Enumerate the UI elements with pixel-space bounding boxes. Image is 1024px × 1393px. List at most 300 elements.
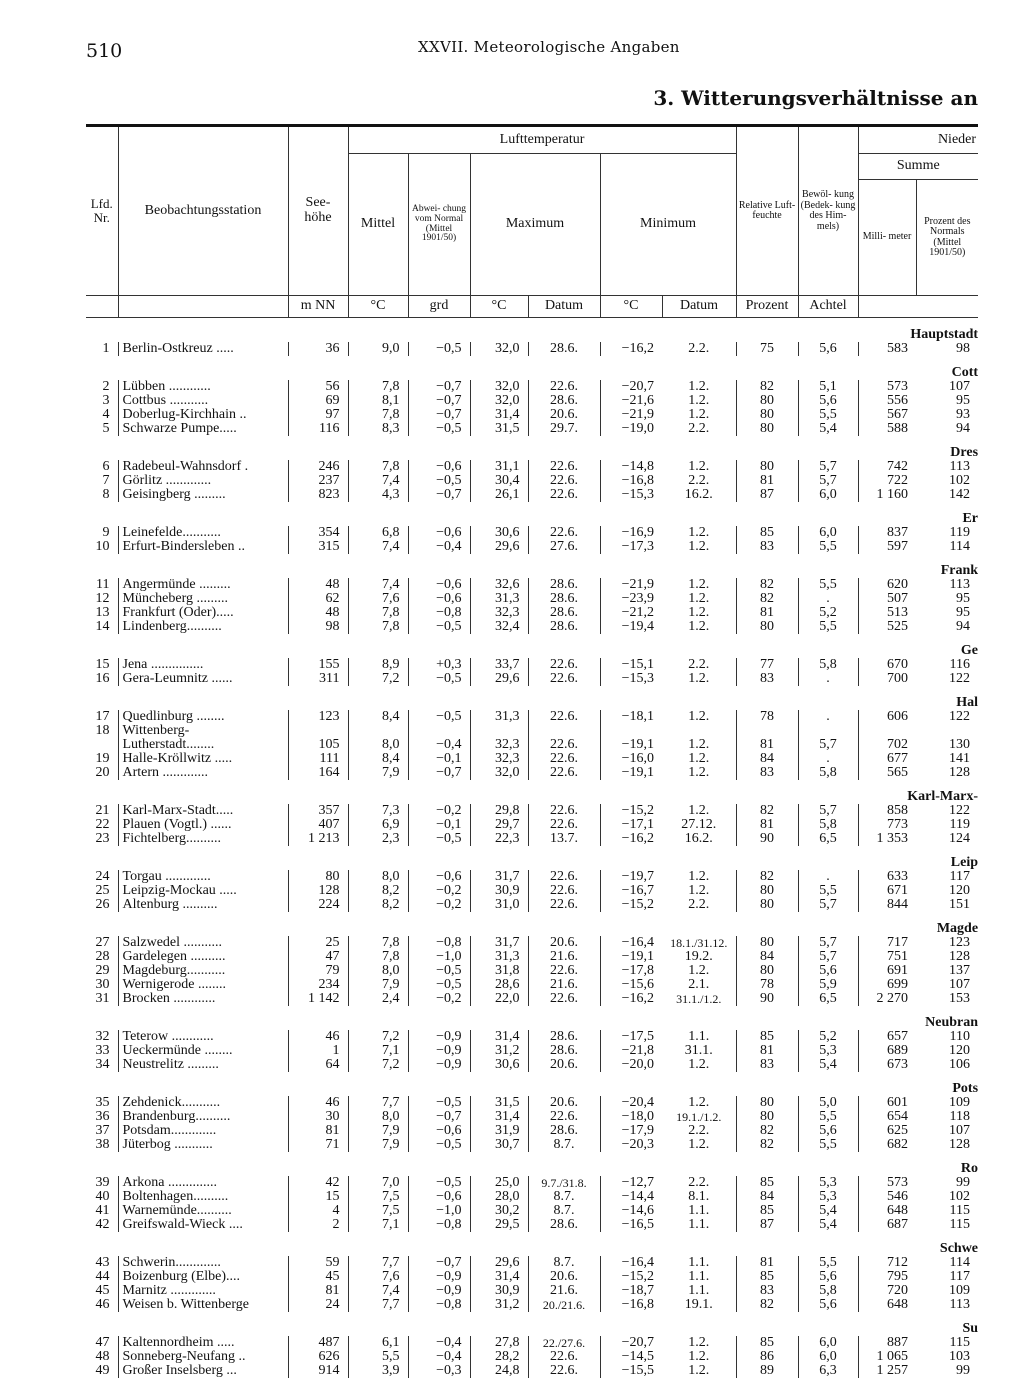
cell-max-datum: 22.6. bbox=[528, 1350, 600, 1364]
cell-niederschlag-prozent: 122 bbox=[949, 671, 971, 686]
cell-bewoelkung: 5,6 bbox=[798, 1298, 858, 1312]
cell-bewoelkung: . bbox=[798, 870, 858, 884]
table-row bbox=[86, 1096, 978, 1110]
cell-niederschlag-mm: 722 bbox=[858, 474, 916, 488]
unit-mittel: °C bbox=[348, 296, 408, 318]
cell-lfd-nr: 35 bbox=[95, 1095, 110, 1110]
cell-mittel: 8,1 bbox=[348, 394, 408, 408]
cell-min-temp: −15,3 bbox=[600, 488, 662, 502]
cell-max-datum: 22.6. bbox=[528, 672, 600, 686]
cell-max-datum: 28.6. bbox=[528, 1030, 600, 1044]
table-row bbox=[86, 380, 978, 394]
cell-abweichung: −0,8 bbox=[408, 936, 470, 950]
cell-niederschlag-prozent: 119 bbox=[949, 817, 971, 832]
cell-min-datum: 1.2. bbox=[688, 1137, 710, 1152]
cell-max-datum: 22.6. bbox=[528, 658, 600, 672]
cell-min-temp: −16,9 bbox=[600, 526, 662, 540]
cell-seehoehe: 45 bbox=[288, 1270, 348, 1284]
cell-bewoelkung: 5,5 bbox=[798, 1110, 858, 1124]
cell-max-datum: 29.7. bbox=[528, 422, 600, 436]
cell-bewoelkung: 5,5 bbox=[798, 578, 858, 592]
cell-min-datum: 1.2. bbox=[688, 1095, 710, 1110]
cell-min-temp: −16,5 bbox=[600, 1218, 662, 1232]
table-row bbox=[86, 474, 978, 488]
cell-min-datum: 1.2. bbox=[688, 525, 710, 540]
cell-seehoehe: 111 bbox=[288, 752, 348, 766]
cell-seehoehe: 234 bbox=[288, 978, 348, 992]
cell-lfd-nr: 39 bbox=[95, 1175, 110, 1190]
cell-station: Brandenburg.......... bbox=[118, 1110, 288, 1124]
cell-max-datum: 22.6. bbox=[528, 752, 600, 766]
cell-lfd-nr: 32 bbox=[95, 1029, 110, 1044]
cell-niederschlag-prozent: 117 bbox=[949, 1269, 971, 1284]
cell-rel-feuchte: 82 bbox=[736, 870, 798, 884]
cell-abweichung: −0,6 bbox=[408, 870, 470, 884]
cell-lfd-nr: 34 bbox=[95, 1057, 110, 1072]
cell-station: Radebeul-Wahnsdorf . bbox=[118, 460, 288, 474]
cell-rel-feuchte: 84 bbox=[736, 950, 798, 964]
cell-rel-feuchte: 83 bbox=[736, 766, 798, 780]
cell-min-temp: −21,9 bbox=[600, 578, 662, 592]
cell-min-datum: 2.2. bbox=[688, 1175, 710, 1190]
cell-min-datum: 2.2. bbox=[688, 473, 710, 488]
cell-max-temp: 31,2 bbox=[470, 1298, 528, 1312]
cell-station: Lutherstadt........ bbox=[118, 738, 288, 752]
cell-max-temp: 29,6 bbox=[470, 1256, 528, 1270]
cell-min-datum: 1.1. bbox=[688, 1255, 710, 1270]
cell-abweichung: −0,8 bbox=[408, 606, 470, 620]
cell-max-temp: 22,3 bbox=[470, 832, 528, 846]
unit-seehoehe: m NN bbox=[288, 296, 348, 318]
cell-max-temp: 31,3 bbox=[470, 592, 528, 606]
cell-niederschlag-mm: 677 bbox=[858, 752, 916, 766]
cell-bewoelkung: 5,6 bbox=[798, 964, 858, 978]
cell-mittel: 7,4 bbox=[348, 474, 408, 488]
cell-abweichung: −0,7 bbox=[408, 408, 470, 422]
cell-rel-feuchte: 87 bbox=[736, 1218, 798, 1232]
unit-empty bbox=[118, 296, 288, 318]
cell-niederschlag-mm: 689 bbox=[858, 1044, 916, 1058]
region-header-row bbox=[86, 502, 978, 526]
unit-max-temp: °C bbox=[470, 296, 528, 318]
cell-bewoelkung: 5,5 bbox=[798, 620, 858, 634]
cell-rel-feuchte: 81 bbox=[736, 1256, 798, 1270]
cell-max-temp: 30,7 bbox=[470, 1138, 528, 1152]
cell-niederschlag-prozent: 141 bbox=[949, 751, 971, 766]
table-row bbox=[86, 818, 978, 832]
cell-max-datum: 20./21.6. bbox=[528, 1298, 600, 1312]
cell-station: Zehdenick........... bbox=[118, 1096, 288, 1110]
cell-seehoehe: 24 bbox=[288, 1298, 348, 1312]
cell-abweichung: −0,2 bbox=[408, 884, 470, 898]
cell-station: Lübben ............ bbox=[118, 380, 288, 394]
cell-rel-feuchte: 75 bbox=[736, 342, 798, 356]
table-row bbox=[86, 832, 978, 846]
region-header-row bbox=[86, 554, 978, 578]
cell-station: Potsdam............. bbox=[118, 1124, 288, 1138]
cell-bewoelkung: 5,1 bbox=[798, 380, 858, 394]
cell-niederschlag-prozent: 120 bbox=[949, 1043, 971, 1058]
cell-min-temp: −17,3 bbox=[600, 540, 662, 554]
cell-lfd-nr: 8 bbox=[102, 487, 110, 502]
cell-rel-feuchte: 83 bbox=[736, 1284, 798, 1298]
region-header-row bbox=[86, 1232, 978, 1256]
cell-min-temp: −18,1 bbox=[600, 710, 662, 724]
cell-rel-feuchte: 78 bbox=[736, 710, 798, 724]
cell-rel-feuchte: 81 bbox=[736, 1044, 798, 1058]
region-label: Ge bbox=[960, 643, 979, 658]
cell-mittel: 7,7 bbox=[348, 1256, 408, 1270]
cell-bewoelkung: . bbox=[798, 752, 858, 766]
cell-niederschlag-mm: 597 bbox=[858, 540, 916, 554]
cell-min-datum: 1.2. bbox=[688, 737, 710, 752]
unit-bewoelkung: Achtel bbox=[798, 296, 858, 318]
cell-station: Teterow ............ bbox=[118, 1030, 288, 1044]
header-abweichung: Abwei- chung vom Normal (Mittel 1901/50) bbox=[408, 154, 470, 296]
cell-max-temp: 24,8 bbox=[470, 1364, 528, 1378]
cell-lfd-nr: 21 bbox=[95, 803, 110, 818]
cell-abweichung: −0,7 bbox=[408, 488, 470, 502]
cell-mittel: 7,8 bbox=[348, 620, 408, 634]
cell-rel-feuchte: 80 bbox=[736, 964, 798, 978]
cell-rel-feuchte: 80 bbox=[736, 422, 798, 436]
cell-min-temp: −16,7 bbox=[600, 884, 662, 898]
cell-bewoelkung: 5,5 bbox=[798, 884, 858, 898]
cell-lfd-nr: 1 bbox=[102, 341, 110, 356]
cell-min-datum: 31.1. bbox=[684, 1043, 713, 1058]
cell-seehoehe: 164 bbox=[288, 766, 348, 780]
cell-bewoelkung: 5,7 bbox=[798, 936, 858, 950]
cell-min-datum: 1.1. bbox=[688, 1029, 710, 1044]
cell-min-datum: 1.2. bbox=[688, 883, 710, 898]
cell-mittel: 9,0 bbox=[348, 342, 408, 356]
cell-rel-feuchte: 82 bbox=[736, 1138, 798, 1152]
table-row bbox=[86, 422, 978, 436]
cell-max-datum: 20.6. bbox=[528, 1270, 600, 1284]
cell-min-datum: 2.2. bbox=[688, 341, 710, 356]
cell-lfd-nr: 18 bbox=[95, 723, 110, 738]
cell-min-temp: −19,1 bbox=[600, 738, 662, 752]
region-header-row bbox=[86, 846, 978, 870]
cell-niederschlag-mm: 720 bbox=[858, 1284, 916, 1298]
table-row bbox=[86, 1058, 978, 1072]
cell-station: Doberlug-Kirchhain .. bbox=[118, 408, 288, 422]
cell-niederschlag-prozent: 102 bbox=[949, 473, 971, 488]
cell-mittel: 7,4 bbox=[348, 540, 408, 554]
cell-lfd-nr: 44 bbox=[95, 1269, 110, 1284]
cell-min-temp: −15,2 bbox=[600, 1270, 662, 1284]
cell-lfd-nr: 29 bbox=[95, 963, 110, 978]
cell-station: Ueckermünde ........ bbox=[118, 1044, 288, 1058]
cell-niederschlag-mm: 2 270 bbox=[858, 992, 916, 1006]
cell-lfd-nr: 49 bbox=[95, 1363, 110, 1378]
cell-abweichung bbox=[408, 724, 470, 738]
cell-min-temp: −12,7 bbox=[600, 1176, 662, 1190]
cell-min-temp: −16,2 bbox=[600, 342, 662, 356]
header-mittel: Mittel bbox=[348, 154, 408, 296]
cell-niederschlag-mm: 858 bbox=[858, 804, 916, 818]
cell-min-temp: −16,8 bbox=[600, 1298, 662, 1312]
cell-station: Wernigerode ........ bbox=[118, 978, 288, 992]
cell-rel-feuchte: 82 bbox=[736, 1124, 798, 1138]
cell-min-datum: 2.1. bbox=[688, 977, 710, 992]
cell-bewoelkung: 5,2 bbox=[798, 606, 858, 620]
cell-bewoelkung: 5,4 bbox=[798, 422, 858, 436]
cell-seehoehe: 36 bbox=[288, 342, 348, 356]
cell-abweichung: −0,4 bbox=[408, 1350, 470, 1364]
cell-min-temp: −20,4 bbox=[600, 1096, 662, 1110]
cell-max-temp: 29,6 bbox=[470, 672, 528, 686]
cell-niederschlag-mm: 702 bbox=[858, 738, 916, 752]
cell-max-temp: 29,8 bbox=[470, 804, 528, 818]
cell-max-temp: 30,9 bbox=[470, 884, 528, 898]
cell-mittel: 8,0 bbox=[348, 1110, 408, 1124]
cell-seehoehe: 46 bbox=[288, 1096, 348, 1110]
cell-max-temp: 30,6 bbox=[470, 526, 528, 540]
cell-mittel: 7,9 bbox=[348, 766, 408, 780]
header-maximum: Maximum bbox=[470, 154, 600, 296]
cell-seehoehe: 80 bbox=[288, 870, 348, 884]
table-row bbox=[86, 724, 978, 738]
cell-max-temp: 31,7 bbox=[470, 936, 528, 950]
cell-rel-feuchte: 80 bbox=[736, 408, 798, 422]
cell-station: Boltenhagen.......... bbox=[118, 1190, 288, 1204]
cell-niederschlag-prozent: 107 bbox=[949, 977, 971, 992]
cell-max-datum: 13.7. bbox=[528, 832, 600, 846]
cell-bewoelkung: 5,2 bbox=[798, 1030, 858, 1044]
cell-seehoehe: 246 bbox=[288, 460, 348, 474]
cell-mittel: 7,4 bbox=[348, 1284, 408, 1298]
cell-bewoelkung: 6,0 bbox=[798, 1350, 858, 1364]
region-header-row bbox=[86, 356, 978, 380]
cell-max-temp: 31,2 bbox=[470, 1044, 528, 1058]
cell-station: Sonneberg-Neufang .. bbox=[118, 1350, 288, 1364]
cell-bewoelkung: 5,8 bbox=[798, 766, 858, 780]
cell-station: Müncheberg ......... bbox=[118, 592, 288, 606]
cell-min-datum: 2.2. bbox=[688, 421, 710, 436]
cell-niederschlag-mm: 687 bbox=[858, 1218, 916, 1232]
table-row bbox=[86, 992, 978, 1006]
cell-station: Leipzig-Mockau ..... bbox=[118, 884, 288, 898]
table-row bbox=[86, 898, 978, 912]
cell-min-datum: 1.2. bbox=[688, 459, 710, 474]
cell-max-temp: 32,0 bbox=[470, 380, 528, 394]
cell-niederschlag-mm: 507 bbox=[858, 592, 916, 606]
cell-niederschlag-mm: 670 bbox=[858, 658, 916, 672]
cell-lfd-nr: 33 bbox=[95, 1043, 110, 1058]
cell-station: Berlin-Ostkreuz ..... bbox=[118, 342, 288, 356]
table-row bbox=[86, 408, 978, 422]
header-seehoehe: See- höhe bbox=[288, 126, 348, 296]
cell-mittel bbox=[348, 724, 408, 738]
cell-niederschlag-prozent: 93 bbox=[956, 407, 971, 422]
cell-max-datum: 28.6. bbox=[528, 592, 600, 606]
cell-abweichung: −0,5 bbox=[408, 1096, 470, 1110]
cell-min-datum: 1.1. bbox=[688, 1283, 710, 1298]
unit-min-datum: Datum bbox=[662, 296, 736, 318]
cell-seehoehe: 81 bbox=[288, 1284, 348, 1298]
cell-max-datum: 20.6. bbox=[528, 1058, 600, 1072]
cell-rel-feuchte: 85 bbox=[736, 1030, 798, 1044]
cell-min-datum: 1.1. bbox=[688, 1269, 710, 1284]
cell-niederschlag-mm: 844 bbox=[858, 898, 916, 912]
cell-lfd-nr: 6 bbox=[102, 459, 110, 474]
cell-abweichung: −0,6 bbox=[408, 578, 470, 592]
cell-max-datum bbox=[528, 724, 600, 738]
region-label: Su bbox=[962, 1321, 979, 1336]
table-row bbox=[86, 1284, 978, 1298]
cell-station: Halle-Kröllwitz ..... bbox=[118, 752, 288, 766]
cell-abweichung: −0,8 bbox=[408, 1218, 470, 1232]
unit-empty bbox=[858, 296, 916, 318]
cell-rel-feuchte: 84 bbox=[736, 752, 798, 766]
cell-station: Marnitz ............. bbox=[118, 1284, 288, 1298]
cell-mittel: 7,8 bbox=[348, 408, 408, 422]
cell-bewoelkung: 6,0 bbox=[798, 488, 858, 502]
region-label: Dres bbox=[950, 445, 979, 460]
cell-min-datum: 1.2. bbox=[688, 963, 710, 978]
cell-min-temp: −17,9 bbox=[600, 1124, 662, 1138]
cell-niederschlag-prozent: 151 bbox=[949, 897, 971, 912]
cell-max-temp: 31,8 bbox=[470, 964, 528, 978]
cell-lfd-nr: 19 bbox=[95, 751, 110, 766]
table-row bbox=[86, 1256, 978, 1270]
cell-niederschlag-prozent: 122 bbox=[949, 709, 971, 724]
cell-rel-feuchte: 85 bbox=[736, 1176, 798, 1190]
cell-min-temp: −15,2 bbox=[600, 898, 662, 912]
cell-bewoelkung: 5,7 bbox=[798, 474, 858, 488]
cell-seehoehe: 4 bbox=[288, 1204, 348, 1218]
cell-min-datum: 1.2. bbox=[688, 709, 710, 724]
table-row bbox=[86, 488, 978, 502]
cell-station: Leinefelde........... bbox=[118, 526, 288, 540]
cell-max-datum: 28.6. bbox=[528, 620, 600, 634]
table-row bbox=[86, 1176, 978, 1190]
cell-mittel: 8,4 bbox=[348, 710, 408, 724]
cell-lfd-nr bbox=[86, 738, 118, 752]
cell-abweichung: −0,3 bbox=[408, 1364, 470, 1378]
cell-niederschlag-prozent: 130 bbox=[949, 737, 971, 752]
cell-station: Torgau ............. bbox=[118, 870, 288, 884]
cell-abweichung: −0,4 bbox=[408, 540, 470, 554]
table-row bbox=[86, 1350, 978, 1364]
cell-rel-feuchte: 85 bbox=[736, 526, 798, 540]
cell-rel-feuchte: 89 bbox=[736, 1364, 798, 1378]
region-label: Neubran bbox=[925, 1015, 979, 1030]
cell-min-datum: 2.2. bbox=[688, 657, 710, 672]
cell-rel-feuchte: 80 bbox=[736, 884, 798, 898]
cell-lfd-nr: 5 bbox=[102, 421, 110, 436]
header-prozent-normal: Prozent des Normals (Mittel 1901/50) bbox=[916, 180, 978, 296]
cell-niederschlag-prozent: 109 bbox=[949, 1283, 971, 1298]
cell-max-temp: 31,5 bbox=[470, 422, 528, 436]
cell-mittel: 7,7 bbox=[348, 1096, 408, 1110]
cell-seehoehe bbox=[288, 724, 348, 738]
cell-lfd-nr: 30 bbox=[95, 977, 110, 992]
cell-bewoelkung: 5,4 bbox=[798, 1204, 858, 1218]
cell-max-temp: 29,5 bbox=[470, 1218, 528, 1232]
cell-bewoelkung: 5,4 bbox=[798, 1058, 858, 1072]
region-header-row bbox=[86, 1006, 978, 1030]
cell-min-temp: −15,1 bbox=[600, 658, 662, 672]
cell-seehoehe: 1 142 bbox=[288, 992, 348, 1006]
unit-feuchte: Prozent bbox=[736, 296, 798, 318]
cell-seehoehe: 128 bbox=[288, 884, 348, 898]
cell-min-temp: −16,2 bbox=[600, 832, 662, 846]
table-row bbox=[86, 870, 978, 884]
cell-niederschlag-prozent: 107 bbox=[949, 1123, 971, 1138]
cell-seehoehe: 407 bbox=[288, 818, 348, 832]
cell-niederschlag-mm: 742 bbox=[858, 460, 916, 474]
cell-niederschlag-prozent bbox=[916, 724, 978, 738]
cell-max-datum: 8.7. bbox=[528, 1190, 600, 1204]
cell-station: Greifswald-Wieck .... bbox=[118, 1218, 288, 1232]
cell-rel-feuchte: 82 bbox=[736, 380, 798, 394]
cell-abweichung: −0,6 bbox=[408, 526, 470, 540]
table-row bbox=[86, 606, 978, 620]
cell-min-datum: 16.2. bbox=[684, 487, 713, 502]
cell-lfd-nr: 13 bbox=[95, 605, 110, 620]
cell-niederschlag-mm: 573 bbox=[858, 380, 916, 394]
cell-abweichung: −0,9 bbox=[408, 1030, 470, 1044]
cell-station: Frankfurt (Oder)..... bbox=[118, 606, 288, 620]
cell-min-temp: −17,8 bbox=[600, 964, 662, 978]
cell-station: Geisingberg ......... bbox=[118, 488, 288, 502]
cell-mittel: 7,5 bbox=[348, 1190, 408, 1204]
cell-mittel: 8,0 bbox=[348, 870, 408, 884]
cell-abweichung: −0,7 bbox=[408, 1110, 470, 1124]
table-row bbox=[86, 752, 978, 766]
header-minimum: Minimum bbox=[600, 154, 736, 296]
cell-abweichung: −0,5 bbox=[408, 1176, 470, 1190]
cell-mittel: 8,2 bbox=[348, 898, 408, 912]
cell-lfd-nr: 9 bbox=[102, 525, 110, 540]
table-row bbox=[86, 738, 978, 752]
unit-empty bbox=[916, 296, 978, 318]
cell-niederschlag-mm bbox=[858, 724, 916, 738]
cell-lfd-nr: 41 bbox=[95, 1203, 110, 1218]
cell-max-temp: 28,2 bbox=[470, 1350, 528, 1364]
cell-niederschlag-mm: 671 bbox=[858, 884, 916, 898]
cell-max-datum: 8.7. bbox=[528, 1138, 600, 1152]
cell-bewoelkung: 5,3 bbox=[798, 1176, 858, 1190]
cell-mittel: 7,1 bbox=[348, 1044, 408, 1058]
table-row bbox=[86, 1044, 978, 1058]
cell-niederschlag-prozent: 115 bbox=[949, 1335, 971, 1350]
table-row bbox=[86, 950, 978, 964]
cell-station: Brocken ............ bbox=[118, 992, 288, 1006]
cell-mittel: 7,9 bbox=[348, 978, 408, 992]
cell-mittel: 4,3 bbox=[348, 488, 408, 502]
cell-min-datum: 1.1. bbox=[688, 1203, 710, 1218]
table-row bbox=[86, 1190, 978, 1204]
cell-seehoehe: 97 bbox=[288, 408, 348, 422]
cell-niederschlag-prozent: 99 bbox=[956, 1175, 971, 1190]
cell-min-temp: −21,8 bbox=[600, 1044, 662, 1058]
cell-rel-feuchte: 82 bbox=[736, 1298, 798, 1312]
cell-max-datum: 22.6. bbox=[528, 818, 600, 832]
cell-niederschlag-prozent: 115 bbox=[949, 1217, 971, 1232]
cell-station: Altenburg .......... bbox=[118, 898, 288, 912]
cell-seehoehe: 81 bbox=[288, 1124, 348, 1138]
table-row bbox=[86, 766, 978, 780]
cell-min-temp: −16,4 bbox=[600, 936, 662, 950]
cell-lfd-nr: 40 bbox=[95, 1189, 110, 1204]
cell-abweichung: −0,5 bbox=[408, 978, 470, 992]
region-label: Ro bbox=[960, 1161, 979, 1176]
cell-max-datum: 20.6. bbox=[528, 1096, 600, 1110]
cell-min-datum: 1.2. bbox=[688, 539, 710, 554]
